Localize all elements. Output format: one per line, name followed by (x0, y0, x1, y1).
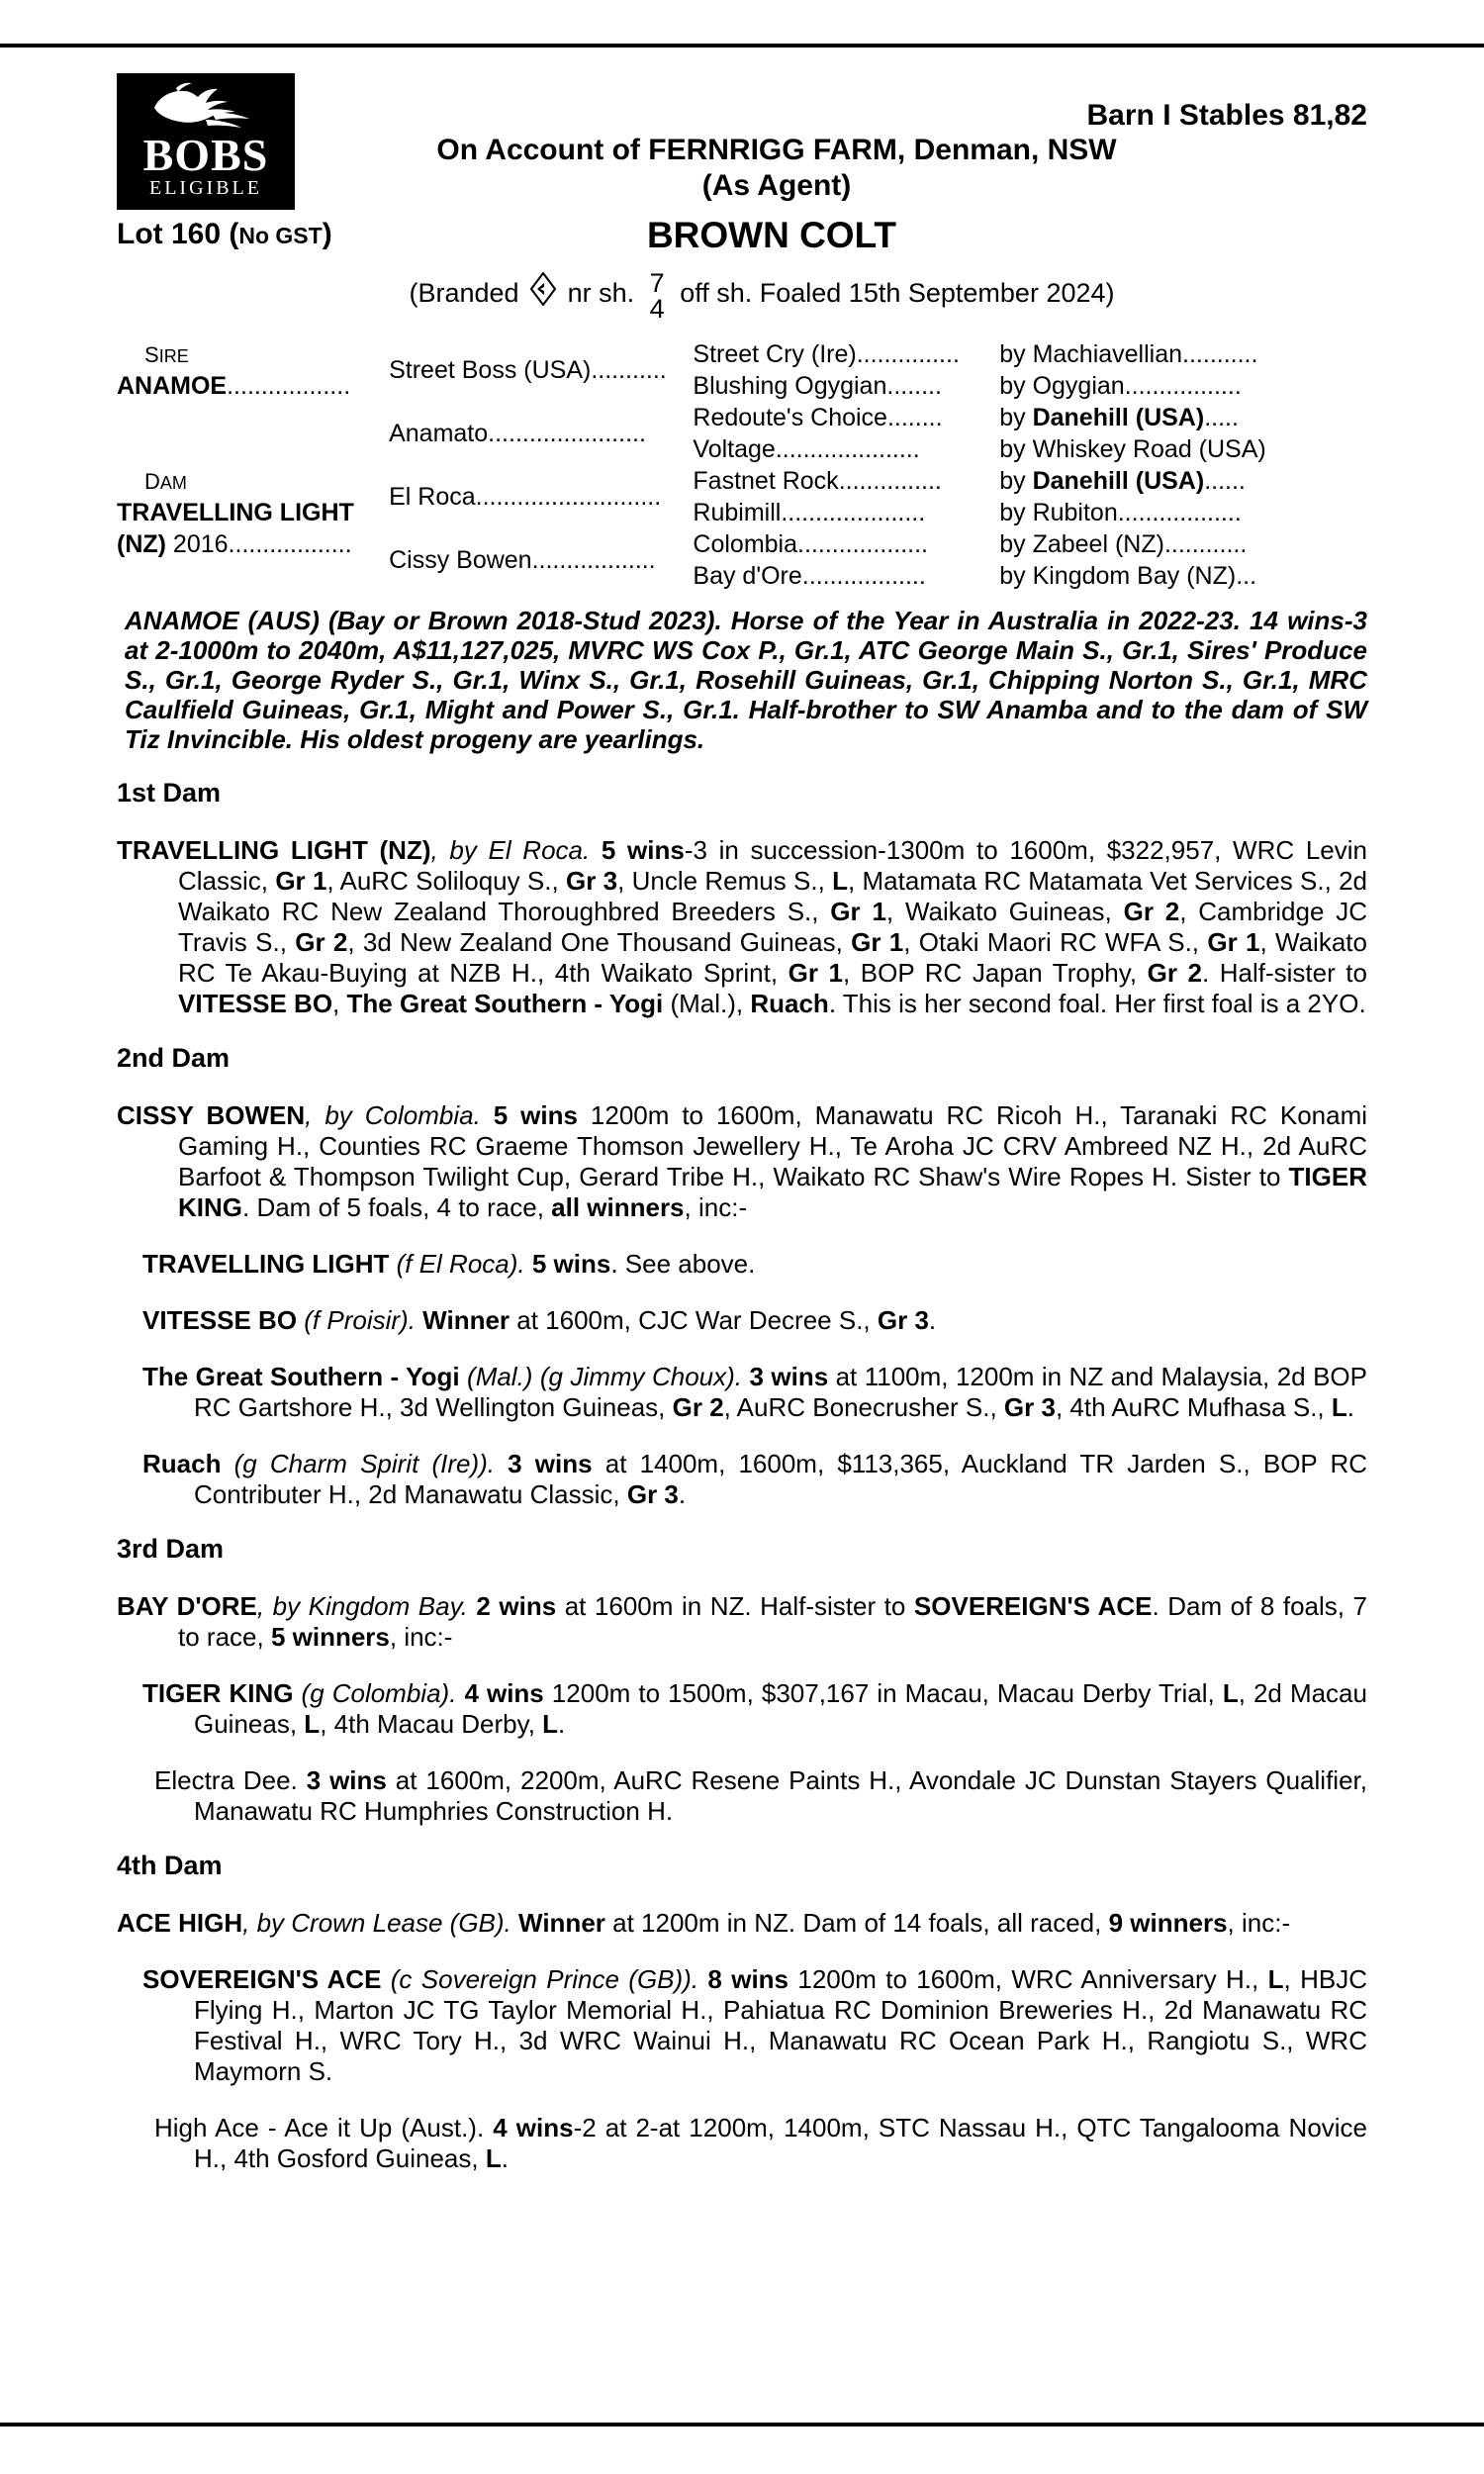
emphasis: Gr 2 (295, 927, 348, 957)
pedigree-row (117, 433, 1367, 465)
entry-body: 5 wins. See above. (531, 1249, 756, 1279)
brand-symbol-icon (530, 272, 556, 313)
entry-body: 5 wins-3 in succession-1300m to 1600m, $322,957, WRC Levin Classic, Gr 1, AuRC Soliloquy S., Gr 3, Uncle Remus S., L, Matamata RC Matamata Vet Services S., 2d Waikato RC New Zealand Thoroughbred Breeders S., Gr 1, Waikato Guineas, Gr 2, Cambridge JC Travis S., Gr 2, 3d New Zealand One Thousand Guineas, Gr 1, Otaki Maori RC WFA S., Gr 1, Waikato RC Te Akau-Buying at NZB H., 4th Waikato Sprint, Gr 1, BOP RC Japan Trophy, Gr 2. Half-sister to VITESSE BO, The Great Southern - Yogi (Mal.), Ruach. This is her second foal. Her first foal is a 2YO. (178, 835, 1368, 1018)
emphasis: 5 wins (531, 1249, 611, 1279)
pedigree-gen2-leader: ....................... (488, 419, 646, 447)
pedigree-gen4-prefix: by (999, 498, 1033, 526)
emphasis: VITESSE BO (178, 989, 333, 1018)
emphasis: Gr 2 (1147, 958, 1202, 988)
pedigree-gen2-name: Street Boss (USA) (389, 355, 592, 384)
pedigree-gen4-prefix: by (999, 339, 1033, 368)
pedigree-gen3-leader: ............... (838, 466, 942, 495)
pedigree-gen4-leader: .................. (1117, 498, 1242, 526)
entry-sireline: (c Sovereign Prince (GB)). (381, 1964, 708, 1994)
branded-pre-text: (Branded (409, 278, 519, 309)
emphasis: Gr 1 (1207, 927, 1260, 957)
emphasis: Winner (422, 1305, 510, 1335)
pedigree-gen2-cell (389, 528, 693, 592)
entry-name: TRAVELLING LIGHT (NZ) (117, 835, 431, 865)
pedigree-row (117, 465, 1367, 497)
lot-title-row (117, 216, 1367, 261)
pedigree-gen4-name: Zabeel (NZ) (1032, 529, 1164, 558)
listed-marker: L (1222, 1678, 1239, 1708)
pedigree-gen3-leader: ................... (797, 529, 928, 558)
pedigree-gen4-cell (999, 338, 1367, 370)
pedigree-gen3-name: Blushing Ogygian (693, 371, 887, 400)
pedigree-gen3-cell (693, 497, 999, 528)
as-agent-label: (As Agent) (701, 169, 852, 202)
pedigree-table (117, 338, 1367, 592)
pedigree-gen1-cell (117, 433, 389, 465)
entry-sireline: , by Kingdom Bay. (256, 1591, 477, 1621)
entry-name: Electra Dee. (154, 1765, 298, 1795)
emphasis: 5 winners (270, 1622, 390, 1652)
emphasis: 9 winners (1108, 1908, 1228, 1938)
pedigree-entry (117, 1305, 1367, 1336)
horse-head-icon (146, 82, 265, 134)
pedigree-gen3-cell (693, 465, 999, 497)
emphasis: 5 wins (493, 1100, 578, 1130)
emphasis: all winners (551, 1192, 685, 1222)
lot-number-label (117, 216, 332, 254)
pedigree-row (117, 370, 1367, 402)
entry-name: The Great Southern - Yogi (142, 1362, 460, 1391)
pedigree-gen4-prefix: by (999, 529, 1033, 558)
pedigree-gen3-name: Voltage (693, 434, 776, 463)
brand-number-top: 7 (649, 268, 665, 298)
pedigree-gen2-leader: .................. (531, 545, 656, 574)
listed-marker: L (832, 866, 848, 896)
pedigree-row (117, 528, 1367, 560)
pedigree-gen2-leader: ........................... (475, 482, 662, 511)
pedigree-entry (117, 1449, 1367, 1510)
pedigree-entry (117, 1249, 1367, 1280)
sire-label: SIRE (144, 341, 189, 367)
pedigree-row (117, 560, 1367, 592)
bobs-eligible-logo (117, 73, 295, 210)
barn-stables-label: Barn I Stables 81,82 (1086, 99, 1367, 132)
entry-sireline: (f Proisir). (297, 1305, 423, 1335)
pedigree-gen1-cell (117, 497, 389, 528)
emphasis: Winner (518, 1908, 605, 1938)
emphasis: Gr 1 (830, 897, 886, 926)
pedigree-gen3-name: Redoute's Choice (693, 403, 887, 431)
page-bottom-rule (0, 2423, 1484, 2426)
entry-sireline: (Mal.) (g Jimmy Choux). (459, 1362, 750, 1391)
entry-sireline: , by Colombia. (305, 1100, 494, 1130)
entry-name: VITESSE BO (142, 1305, 298, 1335)
dam-name: TRAVELLING LIGHT (117, 498, 354, 526)
pedigree-row (117, 402, 1367, 433)
pedigree-gen2-cell (389, 402, 693, 465)
pedigree-gen2-name: El Roca (389, 482, 476, 511)
pedigree-gen3-name: Bay d'Ore (693, 561, 802, 590)
pedigree-entry (117, 2113, 1367, 2174)
entry-body: 3 wins at 1100m, 1200m in NZ and Malaysia, 2d BOP RC Gartshore H., 3d Wellington Guineas, Gr 2, AuRC Bonecrusher S., Gr 3, 4th AuRC Mufhasa S., L. (194, 1362, 1367, 1422)
lot-prefix: Lot 160 ( (117, 218, 239, 250)
pedigree-gen2-name: Cissy Bowen (389, 545, 532, 574)
entry-body: 3 wins at 1400m, 1600m, $113,365, Auckland TR Jarden S., BOP RC Contributer H., 2d Manawatu Classic, Gr 3. (194, 1449, 1367, 1509)
dam-year: 2016 (165, 529, 229, 558)
entry-sireline: , by Crown Lease (GB). (242, 1908, 519, 1938)
entry-body: 3 wins at 1600m, 2200m, AuRC Resene Paints H., Avondale JC Dunstan Stayers Qualifier, Manawatu RC Humphries Construction H. (194, 1765, 1367, 1826)
page-top-rule (0, 44, 1484, 48)
page-content (0, 59, 1484, 2174)
pedigree-gen4-cell (999, 370, 1367, 402)
pedigree-gen4-name: Ogygian (1032, 371, 1125, 400)
dam-section-heading: 2nd Dam (117, 1043, 231, 1073)
pedigree-entry (117, 1591, 1367, 1653)
entry-body: Winner at 1200m in NZ. Dam of 14 foals, all raced, 9 winners, inc:- (518, 1908, 1291, 1938)
pedigree-row (117, 338, 1367, 370)
account-of-label: On Account of FERNRIGG FARM, Denman, NSW (436, 134, 1117, 166)
lot-suffix: ) (322, 218, 332, 250)
pedigree-gen4-cell (999, 497, 1367, 528)
listed-marker: L (304, 1709, 321, 1739)
dam-section-heading: 1st Dam (117, 778, 222, 808)
emphasis: Gr 2 (672, 1392, 724, 1422)
sire-summary-paragraph: ANAMOE (AUS) (Bay or Brown 2018-Stud 2023). Horse of the Year in Australia in 2022-23. 14 wins-3 at 2-1000m to 2040m, A$11,127,025, MVRC WS Cox P., Gr.1, ATC George Main S., Gr.1, Sires' Produce S., Gr.1, George Ryder S., Gr.1, Winx S., Gr.1, Rosehill Guineas, Gr.1, Chipping Norton S., Gr.1, MRC Caulfield Guineas, Gr.1, Might and Power S., Gr.1. Half-brother to SW Anamba and to the dam of SW Tiz Invincible. His oldest progeny are yearlings. (125, 606, 1367, 754)
pedigree-entry (117, 1765, 1367, 1827)
pedigree-gen1-cell (117, 465, 389, 497)
bobs-eligible-label: ELIGIBLE (149, 177, 262, 199)
emphasis: Gr 1 (788, 958, 844, 988)
entry-sireline: (f El Roca). (389, 1249, 532, 1279)
pedigree-entry (117, 1908, 1367, 1939)
emphasis: Ruach (750, 989, 829, 1018)
pedigree-gen4-name: Rubiton (1032, 498, 1118, 526)
pedigree-gen1-cell (117, 560, 389, 592)
pedigree-gen3-cell (693, 528, 999, 560)
pedigree-gen3-leader: ........ (886, 371, 942, 400)
dam-section-heading: 3rd Dam (117, 1534, 225, 1564)
bobs-wordmark: BOBS (142, 130, 269, 180)
pedigree-gen3-leader: ..................... (781, 498, 926, 526)
entry-sireline: (g Charm Spirit (Ire)). (221, 1449, 509, 1478)
emphasis: The Great Southern - Yogi (346, 989, 664, 1018)
emphasis: 3 wins (306, 1765, 387, 1795)
sire-leader: .................. (227, 371, 351, 400)
emphasis: Gr 3 (877, 1305, 929, 1335)
pedigree-gen3-name: Rubimill (693, 498, 782, 526)
entry-sireline: (g Colombia). (293, 1678, 465, 1708)
entry-sireline (484, 2113, 493, 2142)
pedigree-gen3-leader: ..................... (775, 434, 920, 463)
brand-number-bottom: 4 (649, 294, 665, 324)
pedigree-entry (117, 1100, 1367, 1223)
emphasis: Gr 1 (275, 866, 327, 896)
dam-label: DAM (144, 468, 187, 494)
entry-body: 5 wins 1200m to 1600m, Manawatu RC Ricoh H., Taranaki RC Konami Gaming H., Counties RC Graeme Thomson Jewellery H., Te Aroha JC CRV Ambreed NZ H., 2d AuRC Barfoot & Thompson Twilight Cup, Gerard Tribe H., Waikato RC Shaw's Wire Ropes H. Sister to TIGER KING. Dam of 5 foals, 4 to race, all winners, inc:- (178, 1100, 1368, 1222)
dam-leader: .................. (228, 529, 352, 558)
pedigree-gen4-cell (999, 560, 1367, 592)
pedigree-gen3-cell (693, 433, 999, 465)
entry-name: CISSY BOWEN (117, 1100, 306, 1130)
emphasis: 5 wins (601, 835, 685, 865)
entry-sireline: , by El Roca. (430, 835, 602, 865)
pedigree-gen3-name: Fastnet Rock (693, 466, 839, 495)
pedigree-gen4-prefix: by (999, 434, 1033, 463)
pedigree-gen4-prefix: by (999, 371, 1033, 400)
pedigree-gen4-leader: ..... (1204, 403, 1239, 431)
listed-marker: L (485, 2143, 502, 2173)
pedigree-gen3-leader: .................. (801, 561, 926, 590)
listed-marker: L (1267, 1964, 1284, 1994)
emphasis: 8 wins (707, 1964, 789, 1994)
pedigree-gen4-leader: ... (1236, 561, 1257, 590)
emphasis: Gr 3 (626, 1479, 679, 1509)
lot-no-gst: No GST (238, 223, 323, 248)
pedigree-gen4-cell (999, 433, 1367, 465)
entry-body: Winner at 1600m, CJC War Decree S., Gr 3. (422, 1305, 937, 1335)
page-title: BROWN COLT (646, 215, 897, 255)
entry-name: TRAVELLING LIGHT (142, 1249, 390, 1279)
emphasis: Gr 3 (1003, 1392, 1056, 1422)
entry-body: 8 wins 1200m to 1600m, WRC Anniversary H., L, HBJC Flying H., Marton JC TG Taylor Memorial H., Pahiatua RC Dominion Breweries H., 2d Manawatu RC Festival H., WRC Tory H., 3d WRC Wainui H., Manawatu RC Ocean Park H., Rangiotu S., WRC Maymorn S. (194, 1964, 1367, 2086)
entry-body: 4 wins 1200m to 1500m, $307,167 in Macau, Macau Derby Trial, L, 2d Macau Guineas, L, 4th Macau Derby, L. (194, 1678, 1367, 1739)
emphasis: TIGER KING (178, 1162, 1367, 1222)
sire-name: ANAMOE (117, 371, 228, 400)
pedigree-gen1-cell (117, 338, 389, 370)
pedigree-gen2-leader: ........... (591, 355, 667, 384)
emphasis: 4 wins (464, 1678, 544, 1708)
dam-sections (117, 776, 1367, 2174)
pedigree-gen1-cell (117, 402, 389, 433)
pedigree-gen4-leader: ................. (1124, 371, 1242, 400)
pedigree-gen3-cell (693, 370, 999, 402)
pedigree-gen4-name: Machiavellian (1032, 339, 1183, 368)
pedigree-gen4-leader: ........... (1182, 339, 1258, 368)
dam-name-country: (NZ) (117, 529, 166, 558)
pedigree-gen4-cell (999, 528, 1367, 560)
entry-body: 4 wins-2 at 2-at 1200m, 1400m, STC Nassau H., QTC Tangalooma Novice H., 4th Gosford Guineas, L. (194, 2113, 1368, 2173)
entry-sireline (298, 1765, 307, 1795)
listed-marker: L (1331, 1392, 1347, 1422)
pedigree-gen1-cell (117, 370, 389, 402)
pedigree-gen4-leader: ............ (1163, 529, 1248, 558)
dam-section-heading: 4th Dam (117, 1851, 223, 1880)
page-header (117, 59, 1367, 324)
pedigree-gen4-cell (999, 465, 1367, 497)
emphasis: Gr 2 (1123, 897, 1180, 926)
pedigree-entry (117, 1362, 1367, 1423)
pedigree-gen3-cell (693, 338, 999, 370)
pedigree-row (117, 497, 1367, 528)
entry-name: TIGER KING (142, 1678, 294, 1708)
pedigree-gen4-cell (999, 402, 1367, 433)
branded-mid-text: nr sh. (567, 278, 635, 309)
pedigree-gen3-leader: ........ (886, 403, 943, 431)
pedigree-gen2-name: Anamato (389, 419, 489, 447)
pedigree-gen4-name: Danehill (USA) (1032, 403, 1205, 431)
emphasis: 4 wins (493, 2113, 574, 2142)
pedigree-gen3-cell (693, 560, 999, 592)
entry-name: High Ace - Ace it Up (Aust.). (154, 2113, 485, 2142)
emphasis: 3 wins (749, 1362, 829, 1391)
pedigree-gen1-cell (117, 528, 389, 560)
brand-number-stack (650, 270, 665, 322)
entry-name: Ruach (142, 1449, 222, 1478)
pedigree-gen3-cell (693, 402, 999, 433)
entry-name: BAY D'ORE (117, 1591, 257, 1621)
branded-post-text: off sh. Foaled 15th September 2024) (680, 278, 1115, 309)
pedigree-gen3-name: Colombia (693, 529, 798, 558)
pedigree-gen2-cell (389, 465, 693, 528)
emphasis: SOVEREIGN'S ACE (913, 1591, 1153, 1621)
emphasis: 2 wins (476, 1591, 557, 1621)
pedigree-gen4-prefix: by (999, 403, 1033, 431)
pedigree-gen4-name: Kingdom Bay (NZ) (1032, 561, 1237, 590)
pedigree-gen4-prefix: by (999, 561, 1033, 590)
pedigree-entry (117, 1964, 1367, 2087)
pedigree-entry (117, 1678, 1367, 1740)
pedigree-gen3-name: Street Cry (Ire) (693, 339, 857, 368)
entry-name: SOVEREIGN'S ACE (142, 1964, 382, 1994)
emphasis: Gr 3 (566, 866, 618, 896)
entry-body: 2 wins at 1600m in NZ. Half-sister to SOVEREIGN'S ACE. Dam of 8 foals, 7 to race, 5 winners, inc:- (178, 1591, 1368, 1652)
pedigree-gen2-cell (389, 338, 693, 402)
listed-marker: L (542, 1709, 559, 1739)
pedigree-gen4-leader: ...... (1204, 466, 1246, 495)
emphasis: 3 wins (508, 1449, 593, 1478)
pedigree-gen4-name: Danehill (USA) (1032, 466, 1205, 495)
pedigree-gen4-prefix: by (999, 466, 1033, 495)
emphasis: Gr 1 (851, 927, 904, 957)
pedigree-gen3-leader: ............... (856, 339, 960, 368)
pedigree-entry (117, 835, 1367, 1019)
entry-name: ACE HIGH (117, 1908, 243, 1938)
pedigree-gen4-name: Whiskey Road (USA) (1032, 434, 1266, 463)
branding-description (117, 268, 1367, 324)
